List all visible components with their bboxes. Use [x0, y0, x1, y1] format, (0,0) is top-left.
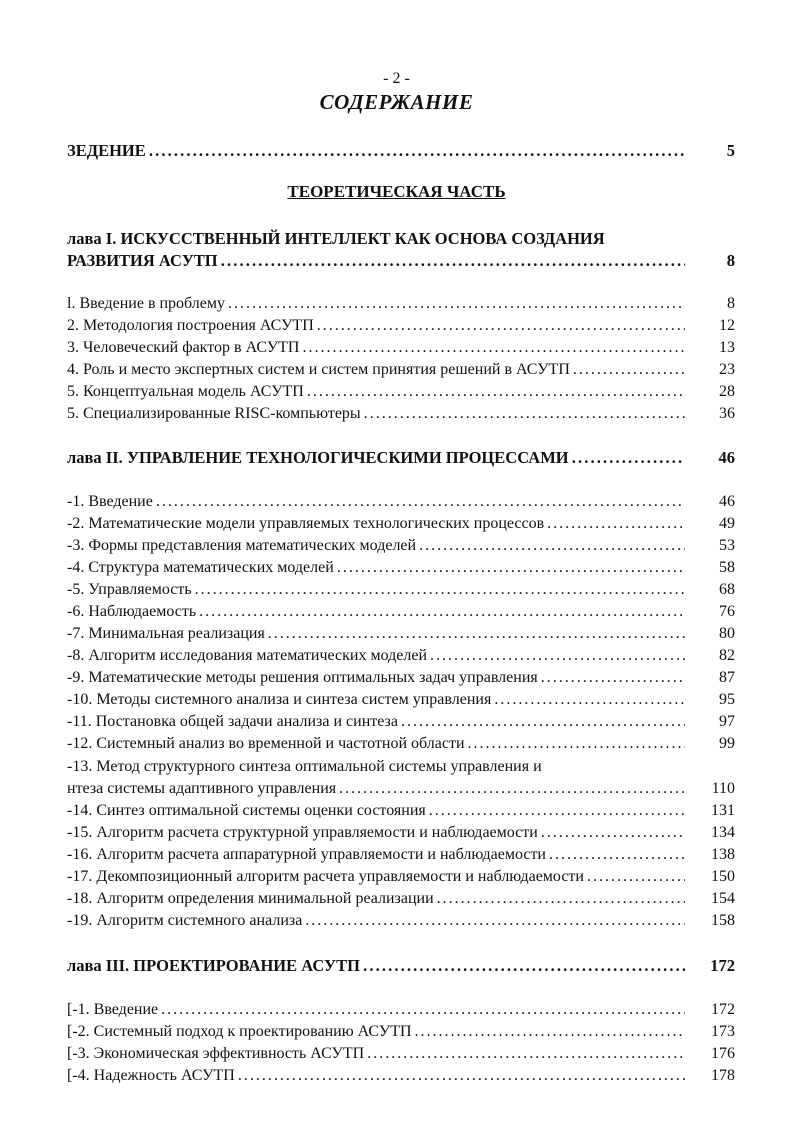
toc-entry-page: 36 [719, 405, 735, 422]
toc-entry [67, 381, 735, 403]
toc-entry [67, 756, 735, 778]
toc-entry-text: -9. Математические методы решения оптимальных задач управления . . . [67, 667, 685, 689]
toc-entry-text: [-3. Экономическая эффективность АСУТП . . . [67, 1043, 685, 1065]
toc-entry-page: 173 [711, 1023, 735, 1040]
toc-entry-page: 68 [719, 581, 735, 598]
toc-entry [67, 733, 735, 755]
toc-chapter1-title-text1: лава I. ИСКУССТВЕННЫЙ ИНТЕЛЛЕКТ КАК ОСНОВА СОЗДАНИЯ [67, 229, 605, 248]
toc-entry [67, 822, 735, 844]
toc-entry [67, 601, 735, 623]
toc-entry-text: -1. Введение . . . [67, 491, 685, 513]
toc-entry-text: -14. Синтез оптимальной системы оценки состояния . . . [67, 800, 685, 822]
toc-chapter2-title-text: лава II. УПРАВЛЕНИЕ ТЕХНОЛОГИЧЕСКИМИ ПРОЦЕССАМИ . . . [67, 447, 685, 469]
toc-entry [67, 888, 735, 910]
toc-entry-page: 82 [719, 647, 735, 664]
toc-entry-page: 76 [719, 603, 735, 620]
toc-entry-text: -15. Алгоритм расчета структурной управляемости и наблюдаемости . . . [67, 822, 685, 844]
toc-entry-text: 5. Концептуальная модель АСУТП . . . [67, 381, 685, 403]
toc-entry-text: -12. Системный анализ во временной и частотной области . . . [67, 733, 685, 755]
toc-entry-text: нтеза системы адаптивного управления . . . [67, 778, 685, 800]
toc-entry-text: 4. Роль и место экспертных систем и систем принятия решений в АСУТП . . . [67, 359, 685, 381]
section-title: ТЕОРЕТИЧЕСКАЯ ЧАСТЬ [287, 182, 506, 201]
toc-entry [67, 778, 735, 800]
toc-entry-text: -4. Структура математических моделей . . . [67, 557, 685, 579]
toc-chapter2-title [67, 447, 735, 469]
toc-entry-page: 49 [719, 515, 735, 532]
toc-entry-text: -11. Постановка общей задачи анализа и синтеза . . . [67, 711, 685, 733]
toc-entry [67, 1043, 735, 1065]
toc-entry-text: 2. Методология построения АСУТП . . . [67, 315, 685, 337]
toc-entry-page: 8 [727, 295, 735, 312]
toc-intro [67, 140, 735, 162]
toc-chapter2-page: 46 [718, 448, 735, 467]
toc-entry-text: -6. Наблюдаемость . . . [67, 601, 685, 623]
toc-entry-page: 97 [719, 713, 735, 730]
toc-entry [67, 579, 735, 601]
toc-entry [67, 866, 735, 888]
toc-chapter1-page: 8 [726, 251, 735, 270]
document-title: СОДЕРЖАНИЕ [319, 90, 474, 114]
toc-entry-text: -7. Минимальная реализация . . . [67, 623, 685, 645]
toc-entry-text: -19. Алгоритм системного анализа . . . [67, 910, 685, 932]
toc-chapter1-title-line1 [67, 228, 735, 250]
toc-entry [67, 557, 735, 579]
toc-entry-page: 23 [719, 361, 735, 378]
toc-entry [67, 844, 735, 866]
toc-entry-page: 80 [719, 625, 735, 642]
toc-entry-text: -10. Методы системного анализа и синтеза систем управления . . . [67, 689, 685, 711]
toc-entry [67, 800, 735, 822]
toc-entry-text: l. Введение в проблему . . . [67, 293, 685, 315]
toc-intro-page: 5 [726, 141, 735, 160]
toc-entry-page: 138 [711, 846, 735, 863]
toc-entry-page: 131 [711, 802, 735, 819]
toc-entry [67, 315, 735, 337]
toc-entry-page: 134 [711, 824, 735, 841]
toc-entry-page: 28 [719, 383, 735, 400]
toc-entry-text: [-1. Введение . . . [67, 999, 685, 1021]
toc-entry [67, 535, 735, 557]
toc-entry-page: 58 [719, 559, 735, 576]
toc-entry-page: 46 [719, 493, 735, 510]
toc-chapter1-title-text2: РАЗВИТИЯ АСУТП . . . [67, 250, 685, 272]
toc-entry-page: 158 [711, 912, 735, 929]
toc-entry-text: -5. Управляемость . . . [67, 579, 685, 601]
toc-entry-text: 5. Специализированные RISC-компьютеры . . . [67, 403, 685, 425]
toc-entry-page: 176 [711, 1045, 735, 1062]
toc-entry-page: 95 [719, 691, 735, 708]
toc-entry-page: 110 [711, 780, 735, 797]
toc-entry-page: 150 [711, 868, 735, 885]
toc-entry-text: [-4. Надежность АСУТП . . . [67, 1065, 685, 1087]
toc-entry-text: -17. Декомпозиционный алгоритм расчета управляемости и наблюдаемости . . . [67, 866, 685, 888]
toc-entry [67, 999, 735, 1021]
page-number: - 2 - [383, 70, 410, 87]
toc-chapter3-title-text: лава III. ПРОЕКТИРОВАНИЕ АСУТП . . . [67, 955, 685, 977]
toc-entry-text: [-2. Системный подход к проектированию АСУТП . . . [67, 1021, 685, 1043]
toc-entry [67, 689, 735, 711]
toc-entry-page: 53 [719, 537, 735, 554]
toc-chapter3-page: 172 [710, 956, 735, 975]
toc-entry [67, 359, 735, 381]
toc-chapter3-title [67, 955, 735, 977]
toc-entry [67, 667, 735, 689]
toc-entry-text: -8. Алгоритм исследования математических моделей . . . [67, 645, 685, 667]
toc-entry [67, 711, 735, 733]
toc-entry-text: 3. Человеческий фактор в АСУТП . . . [67, 337, 685, 359]
toc-intro-text: ЗЕДЕНИЕ . . . [67, 140, 685, 162]
toc-entry [67, 623, 735, 645]
toc-entry-page: 178 [711, 1067, 735, 1084]
toc-entry [67, 403, 735, 425]
toc-entry-page: 12 [719, 317, 735, 334]
toc-entry-text: -16. Алгоритм расчета аппаратурной управляемости и наблюдаемости . . . [67, 844, 685, 866]
toc-entry-page: 154 [711, 890, 735, 907]
toc-entry-text: -2. Математические модели управляемых технологических процессов . . . [67, 513, 685, 535]
toc-entry-text: -18. Алгоритм определения минимальной реализации . . . [67, 888, 685, 910]
toc-entry-page: 172 [711, 1001, 735, 1018]
toc-entry [67, 337, 735, 359]
toc-entry-text: -13. Метод структурного синтеза оптимальной системы управления и [67, 758, 542, 775]
toc-entry [67, 513, 735, 535]
toc-entry [67, 910, 735, 932]
toc-entry [67, 1065, 735, 1087]
toc-entry [67, 491, 735, 513]
toc-entry-page: 99 [719, 735, 735, 752]
toc-entry-page: 87 [719, 669, 735, 686]
toc-entry [67, 645, 735, 667]
toc-entry [67, 1021, 735, 1043]
toc-chapter1-title-line2 [67, 250, 735, 272]
toc-entry [67, 293, 735, 315]
toc-entry-page: 13 [719, 339, 735, 356]
toc-entry-text: -3. Формы представления математических моделей . . . [67, 535, 685, 557]
